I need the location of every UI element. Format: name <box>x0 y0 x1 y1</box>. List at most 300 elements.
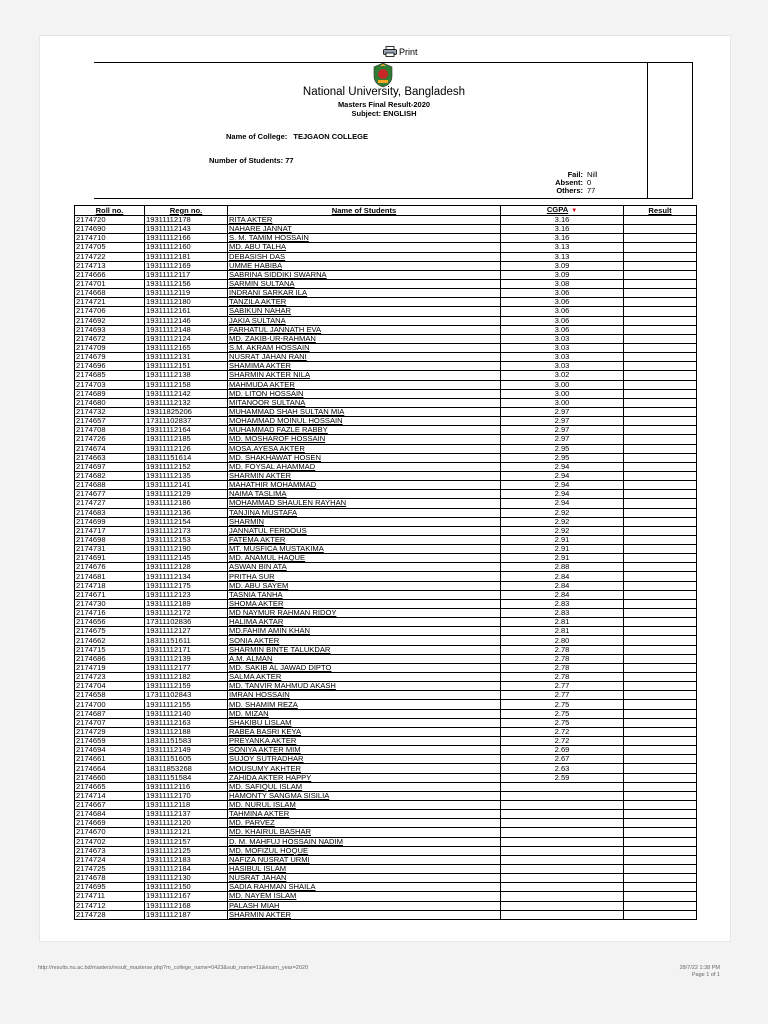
cgpa-cell: 2.63 <box>501 764 624 773</box>
student-name-link[interactable]: MD. MOFIZUL HOQUE <box>228 846 501 855</box>
cgpa-cell: 2.67 <box>501 755 624 764</box>
footer-url: http://results.nu.ac.bd/masters/result_masterse.php?m_college_name=0423&sub_name=11&exam_year=2020 <box>38 965 309 971</box>
cgpa-cell: 2.75 <box>501 718 624 727</box>
student-name-link[interactable]: HASIBUL ISLAM <box>228 864 501 873</box>
regn-cell: 18311853268 <box>145 764 228 773</box>
cgpa-cell <box>501 782 624 791</box>
regn-cell: 19311112178 <box>145 216 228 225</box>
result-cell <box>624 874 697 883</box>
result-cell <box>624 270 697 279</box>
table-row <box>75 654 697 663</box>
table-row <box>75 609 697 618</box>
result-cell <box>624 261 697 270</box>
student-name-link[interactable]: SONIA AKTER <box>228 636 501 645</box>
table-row <box>75 307 697 316</box>
roll-cell: 2174658 <box>75 691 145 700</box>
printer-icon <box>383 46 397 57</box>
result-cell <box>624 481 697 490</box>
student-name-link[interactable]: MOSA.AYESA AKTER <box>228 444 501 453</box>
regn-cell: 19311112145 <box>145 554 228 563</box>
student-name-link[interactable]: FARHATUL JANNATH EVA <box>228 325 501 334</box>
result-cell <box>624 864 697 873</box>
table-row <box>75 581 697 590</box>
cgpa-cell: 2.72 <box>501 727 624 736</box>
cgpa-cell: 2.92 <box>501 526 624 535</box>
regn-cell: 19311112187 <box>145 910 228 919</box>
stat-row: Others: 77 <box>556 186 596 195</box>
result-cell <box>624 782 697 791</box>
cgpa-cell: 3.06 <box>501 289 624 298</box>
cgpa-cell: 3.02 <box>501 371 624 380</box>
roll-cell: 2174681 <box>75 572 145 581</box>
student-name-link[interactable]: SHARMIN <box>228 517 501 526</box>
student-name-link[interactable]: MT. MUSFICA MUSTAKIMA <box>228 545 501 554</box>
result-cell <box>624 334 697 343</box>
table-row <box>75 782 697 791</box>
roll-cell: 2174661 <box>75 755 145 764</box>
cgpa-cell: 2.77 <box>501 691 624 700</box>
result-cell <box>624 828 697 837</box>
regn-cell: 19311112130 <box>145 874 228 883</box>
student-name-link[interactable]: SHARMIN AKTER <box>228 471 501 480</box>
result-cell <box>624 764 697 773</box>
table-row <box>75 216 697 225</box>
table-row <box>75 407 697 416</box>
result-cell <box>624 289 697 298</box>
table-row <box>75 599 697 608</box>
table-row <box>75 453 697 462</box>
student-name-link[interactable]: D. M. MAHFUJ HOSSAIN NADIM <box>228 837 501 846</box>
roll-cell: 2174709 <box>75 343 145 352</box>
student-name-link[interactable]: MD. ABU TALHA <box>228 243 501 252</box>
student-name-link[interactable]: JAKIA SULTANA <box>228 316 501 325</box>
table-row <box>75 892 697 901</box>
cgpa-cell <box>501 855 624 864</box>
student-name-link[interactable]: ASWAN BIN ATA <box>228 563 501 572</box>
table-row <box>75 864 697 873</box>
cgpa-cell: 2.97 <box>501 417 624 426</box>
student-name-link[interactable]: MD. SAFIQUL ISLAM <box>228 782 501 791</box>
cgpa-cell: 3.06 <box>501 307 624 316</box>
cgpa-cell: 2.83 <box>501 609 624 618</box>
regn-cell: 19311112142 <box>145 389 228 398</box>
regn-cell: 19311112149 <box>145 746 228 755</box>
table-row <box>75 773 697 782</box>
exam-title: Masters Final Result-2020 <box>337 100 431 109</box>
student-name-link[interactable]: SUJOY SUTRADHAR <box>228 755 501 764</box>
cgpa-cell: 2.78 <box>501 645 624 654</box>
student-name-link[interactable]: ZAHIDA AKTER HAPPY <box>228 773 501 782</box>
student-name-link[interactable]: MOHAMMAD SHAULEN RAYHAN <box>228 499 501 508</box>
student-name-link[interactable]: MD. SAKIB AL JAWAD DIPTO <box>228 663 501 672</box>
roll-cell: 2174700 <box>75 700 145 709</box>
result-cell <box>624 389 697 398</box>
student-name-link[interactable]: SARMIN SULTANA <box>228 279 501 288</box>
regn-cell: 17311102837 <box>145 417 228 426</box>
regn-cell: 19311112139 <box>145 654 228 663</box>
cgpa-cell: 2.72 <box>501 737 624 746</box>
student-name-link[interactable]: SHARMIN AKTER <box>228 910 501 919</box>
roll-cell: 2174666 <box>75 270 145 279</box>
regn-cell: 19311112135 <box>145 471 228 480</box>
result-cell <box>624 709 697 718</box>
regn-cell: 18311151584 <box>145 773 228 782</box>
student-name-link[interactable]: SHARMIN AKTER NILA <box>228 371 501 380</box>
result-cell <box>624 581 697 590</box>
roll-cell: 2174708 <box>75 426 145 435</box>
result-cell <box>624 417 697 426</box>
roll-cell: 2174689 <box>75 389 145 398</box>
student-name-link[interactable]: MD. LITON HOSSAIN <box>228 389 501 398</box>
table-row <box>75 380 697 389</box>
table-row <box>75 718 697 727</box>
student-name-link[interactable]: PREYANKA AKTER <box>228 737 501 746</box>
student-name-link[interactable]: PALASH MIAH <box>228 901 501 910</box>
roll-cell: 2174663 <box>75 453 145 462</box>
student-name-link[interactable]: MD. SHAMIM REZA <box>228 700 501 709</box>
result-cell <box>624 545 697 554</box>
cgpa-cell: 2.95 <box>501 453 624 462</box>
result-cell <box>624 609 697 618</box>
regn-cell: 19311112177 <box>145 663 228 672</box>
student-name-link[interactable]: S. M. TAMIM HOSSAIN <box>228 234 501 243</box>
cgpa-cell: 3.06 <box>501 316 624 325</box>
roll-cell: 2174677 <box>75 490 145 499</box>
table-row <box>75 462 697 471</box>
student-name-link[interactable]: MD. ANAMUL HAQUE <box>228 554 501 563</box>
regn-cell: 19311112152 <box>145 462 228 471</box>
regn-cell: 19311112120 <box>145 819 228 828</box>
regn-cell: 19311112137 <box>145 810 228 819</box>
regn-cell: 19311112129 <box>145 490 228 499</box>
table-row <box>75 261 697 270</box>
col-regn[interactable]: Regn no. <box>145 206 228 216</box>
cgpa-cell: 2.81 <box>501 627 624 636</box>
table-row <box>75 737 697 746</box>
roll-cell: 2174719 <box>75 663 145 672</box>
col-roll[interactable]: Roll no. <box>75 206 145 216</box>
regn-cell: 19311112154 <box>145 517 228 526</box>
roll-cell: 2174685 <box>75 371 145 380</box>
col-cgpa[interactable] <box>501 206 624 216</box>
col-result[interactable]: Result <box>624 206 697 216</box>
roll-cell: 2174659 <box>75 737 145 746</box>
table-row <box>75 645 697 654</box>
roll-cell: 2174697 <box>75 462 145 471</box>
student-name-link[interactable]: NAIMA TASLIMA <box>228 490 501 499</box>
roll-cell: 2174717 <box>75 526 145 535</box>
student-name-link[interactable]: TANJINA MUSTAFA <box>228 508 501 517</box>
student-name-link[interactable]: RITA AKTER <box>228 216 501 225</box>
table-row <box>75 499 697 508</box>
result-cell <box>624 535 697 544</box>
roll-cell: 2174724 <box>75 855 145 864</box>
regn-cell: 19311825206 <box>145 407 228 416</box>
cgpa-cell: 2.91 <box>501 554 624 563</box>
roll-cell: 2174712 <box>75 901 145 910</box>
student-name-link[interactable]: MOUSUMY AKHTER <box>228 764 501 773</box>
roll-cell: 2174715 <box>75 645 145 654</box>
student-name-link[interactable]: NUSRAT JAHAN <box>228 874 501 883</box>
regn-cell: 19311112169 <box>145 261 228 270</box>
result-cell <box>624 682 697 691</box>
result-cell <box>624 755 697 764</box>
cgpa-cell: 3.16 <box>501 234 624 243</box>
cgpa-cell: 3.03 <box>501 353 624 362</box>
student-name-link[interactable]: PRITHA SUR <box>228 572 501 581</box>
cgpa-cell: 3.08 <box>501 279 624 288</box>
student-name-link[interactable]: SHARMIN BINTE TALUKDAR <box>228 645 501 654</box>
roll-cell: 2174713 <box>75 261 145 270</box>
student-name-link[interactable]: NUSRAT JAHAN RANI <box>228 353 501 362</box>
cgpa-cell: 3.03 <box>501 343 624 352</box>
table-row <box>75 270 697 279</box>
roll-cell: 2174679 <box>75 353 145 362</box>
student-name-link[interactable]: MUHAMMAD SHAH SULTAN MIA <box>228 407 501 416</box>
student-name-link[interactable]: IMRAN HOSSAIN <box>228 691 501 700</box>
regn-cell: 19311112131 <box>145 353 228 362</box>
table-row <box>75 343 697 352</box>
result-cell <box>624 910 697 919</box>
roll-cell: 2174660 <box>75 773 145 782</box>
regn-cell: 19311112140 <box>145 709 228 718</box>
student-name-link[interactable]: MUHAMMAD FAZLE RABBY <box>228 426 501 435</box>
student-name-link[interactable]: SADIA RAHMAN SHAILA <box>228 883 501 892</box>
cgpa-cell <box>501 810 624 819</box>
result-cell <box>624 316 697 325</box>
results-table <box>74 205 697 920</box>
table-row <box>75 444 697 453</box>
student-name-link[interactable]: TASNIA TANHA <box>228 590 501 599</box>
cgpa-cell: 2.88 <box>501 563 624 572</box>
roll-cell: 2174682 <box>75 471 145 480</box>
result-cell <box>624 444 697 453</box>
result-cell <box>624 298 697 307</box>
student-name-link[interactable]: MD. NURUL ISLAM <box>228 801 501 810</box>
student-name-link[interactable]: FATEMA AKTER <box>228 535 501 544</box>
cgpa-cell <box>501 791 624 800</box>
cgpa-cell: 3.06 <box>501 325 624 334</box>
table-row <box>75 252 697 261</box>
cgpa-cell: 2.91 <box>501 545 624 554</box>
regn-cell: 19311112183 <box>145 855 228 864</box>
result-cell <box>624 325 697 334</box>
cgpa-cell: 2.94 <box>501 471 624 480</box>
roll-cell: 2174656 <box>75 618 145 627</box>
regn-cell: 19311112171 <box>145 645 228 654</box>
cgpa-cell <box>501 837 624 846</box>
roll-cell: 2174693 <box>75 325 145 334</box>
regn-cell: 19311112185 <box>145 435 228 444</box>
student-name-link[interactable]: MAHATHIR MOHAMMAD <box>228 481 501 490</box>
cgpa-cell <box>501 910 624 919</box>
roll-cell: 2174698 <box>75 535 145 544</box>
roll-cell: 2174710 <box>75 234 145 243</box>
result-cell <box>624 901 697 910</box>
roll-cell: 2174676 <box>75 563 145 572</box>
result-cell <box>624 645 697 654</box>
cgpa-cell: 3.13 <box>501 252 624 261</box>
result-cell <box>624 627 697 636</box>
cgpa-cell: 2.69 <box>501 746 624 755</box>
roll-cell: 2174670 <box>75 828 145 837</box>
student-name-link[interactable]: SHAMIMA AKTER <box>228 362 501 371</box>
table-row <box>75 709 697 718</box>
result-cell <box>624 572 697 581</box>
regn-cell: 19311112126 <box>145 444 228 453</box>
roll-cell: 2174732 <box>75 407 145 416</box>
student-name-link[interactable]: MD. TANVIR MAHMUD AKASH <box>228 682 501 691</box>
roll-cell: 2174667 <box>75 801 145 810</box>
cgpa-cell: 2.94 <box>501 499 624 508</box>
result-stats <box>548 171 597 195</box>
cgpa-cell: 3.16 <box>501 216 624 225</box>
regn-cell: 19311112124 <box>145 334 228 343</box>
student-name-link[interactable]: MD. MOSHAROF HOSSAIN <box>228 435 501 444</box>
student-name-link[interactable]: MD.FAHIM AMIN KHAN <box>228 627 501 636</box>
roll-cell: 2174687 <box>75 709 145 718</box>
result-cell <box>624 636 697 645</box>
result-cell <box>624 343 697 352</box>
regn-cell: 19311112148 <box>145 325 228 334</box>
table-row <box>75 855 697 864</box>
student-name-link[interactable]: UMME HABIBA <box>228 261 501 270</box>
result-cell <box>624 654 697 663</box>
student-name-link[interactable]: SABRINA SIDDIKI SWARNA <box>228 270 501 279</box>
student-name-link[interactable]: HAMONTY SANGMA SISILIA <box>228 791 501 800</box>
college-label: Name of College: <box>226 132 288 141</box>
result-cell <box>624 398 697 407</box>
roll-cell: 2174671 <box>75 590 145 599</box>
roll-cell: 2174727 <box>75 499 145 508</box>
student-name-link[interactable]: INDRANI SARKAR ILA <box>228 289 501 298</box>
roll-cell: 2174701 <box>75 279 145 288</box>
student-name-link[interactable]: MD. SHAKHAWAT HOSEN <box>228 453 501 462</box>
student-name-link[interactable]: MOHAMMAD MOINUL HOSSAIN <box>228 417 501 426</box>
table-row <box>75 535 697 544</box>
cgpa-cell: 2.95 <box>501 444 624 453</box>
regn-cell: 19311112150 <box>145 883 228 892</box>
roll-cell: 2174691 <box>75 554 145 563</box>
table-row <box>75 279 697 288</box>
cgpa-cell: 2.91 <box>501 535 624 544</box>
cgpa-cell: 2.84 <box>501 581 624 590</box>
table-row <box>75 618 697 627</box>
student-name-link[interactable]: S.M. AKRAM HOSSAIN <box>228 343 501 352</box>
roll-cell: 2174714 <box>75 791 145 800</box>
table-row <box>75 673 697 682</box>
student-name-link[interactable]: SONIYA AKTER MIM <box>228 746 501 755</box>
regn-cell: 19311112155 <box>145 700 228 709</box>
student-name-link[interactable]: SALMA AKTER <box>228 673 501 682</box>
student-name-link[interactable]: MITANOOR SULTANA <box>228 398 501 407</box>
result-cell <box>624 746 697 755</box>
table-row <box>75 545 697 554</box>
student-name-link[interactable]: HALIMA AKTAR <box>228 618 501 627</box>
regn-cell: 19311112151 <box>145 362 228 371</box>
subject-title: Subject: ENGLISH <box>351 109 417 118</box>
cgpa-cell: 2.92 <box>501 508 624 517</box>
result-cell <box>624 462 697 471</box>
result-cell <box>624 810 697 819</box>
table-row <box>75 426 697 435</box>
roll-cell: 2174669 <box>75 819 145 828</box>
regn-cell: 19311112128 <box>145 563 228 572</box>
result-cell <box>624 353 697 362</box>
cgpa-cell: 3.00 <box>501 380 624 389</box>
student-name-link[interactable]: TAHMINA AKTER <box>228 810 501 819</box>
regn-cell: 19311112186 <box>145 499 228 508</box>
regn-cell: 19311112165 <box>145 343 228 352</box>
table-row <box>75 700 697 709</box>
roll-cell: 2174702 <box>75 837 145 846</box>
student-name-link[interactable]: MD. KHAIRUL BASHAR <box>228 828 501 837</box>
roll-cell: 2174686 <box>75 654 145 663</box>
roll-cell: 2174725 <box>75 864 145 873</box>
student-name-link[interactable]: SHOMA AKTER <box>228 599 501 608</box>
cgpa-cell: 3.09 <box>501 261 624 270</box>
table-row <box>75 810 697 819</box>
result-cell <box>624 737 697 746</box>
cgpa-cell: 2.78 <box>501 673 624 682</box>
result-cell <box>624 700 697 709</box>
regn-cell: 19311112121 <box>145 828 228 837</box>
result-cell <box>624 471 697 480</box>
cgpa-cell: 2.97 <box>501 426 624 435</box>
student-name-link[interactable]: DEBASISH DAS <box>228 252 501 261</box>
footer-info <box>680 965 720 979</box>
result-cell <box>624 846 697 855</box>
student-name-link[interactable]: MD. ZAKIB-UR-RAHMAN <box>228 334 501 343</box>
cgpa-cell: 3.03 <box>501 334 624 343</box>
student-name-link[interactable]: MD. PARVEZ <box>228 819 501 828</box>
student-name-link[interactable]: MD. ABU SAYEM <box>228 581 501 590</box>
sort-desc-icon: ▼ <box>571 208 578 214</box>
print-button[interactable] <box>383 46 418 57</box>
student-name-link[interactable]: SHAKIBU LISLAM <box>228 718 501 727</box>
regn-cell: 19311112123 <box>145 590 228 599</box>
student-name-link[interactable]: MD. MIZAN <box>228 709 501 718</box>
table-row <box>75 636 697 645</box>
students-line <box>209 156 294 165</box>
student-name-link[interactable]: MD. FOYSAL AHAMMAD <box>228 462 501 471</box>
table-row <box>75 243 697 252</box>
roll-cell: 2174674 <box>75 444 145 453</box>
table-row <box>75 590 697 599</box>
cgpa-cell <box>501 846 624 855</box>
student-name-link[interactable]: SABIKUN NAHAR <box>228 307 501 316</box>
table-row <box>75 691 697 700</box>
table-row <box>75 490 697 499</box>
student-name-link[interactable]: RABEA BASRI KEYA <box>228 727 501 736</box>
cgpa-cell: 3.00 <box>501 389 624 398</box>
student-name-link[interactable]: MD. NAYEM ISLAM <box>228 892 501 901</box>
student-name-link[interactable]: NAFIZA NUSRAT URMI <box>228 855 501 864</box>
student-name-link[interactable]: JANNATUL FERDOUS <box>228 526 501 535</box>
cgpa-cell: 2.78 <box>501 654 624 663</box>
col-name[interactable]: Name of Students <box>228 206 501 216</box>
student-name-link[interactable]: TANZILA AKTER <box>228 298 501 307</box>
student-name-link[interactable]: A.M. ALMAN <box>228 654 501 663</box>
regn-cell: 19311112158 <box>145 380 228 389</box>
student-name-link[interactable]: NAHARE JANNAT <box>228 225 501 234</box>
result-cell <box>624 773 697 782</box>
roll-cell: 2174673 <box>75 846 145 855</box>
roll-cell: 2174720 <box>75 216 145 225</box>
regn-cell: 17311102843 <box>145 691 228 700</box>
student-name-link[interactable]: MD NAYMUR RAHMAN RIDOY <box>228 609 501 618</box>
student-name-link[interactable]: MAHMUDA AKTER <box>228 380 501 389</box>
